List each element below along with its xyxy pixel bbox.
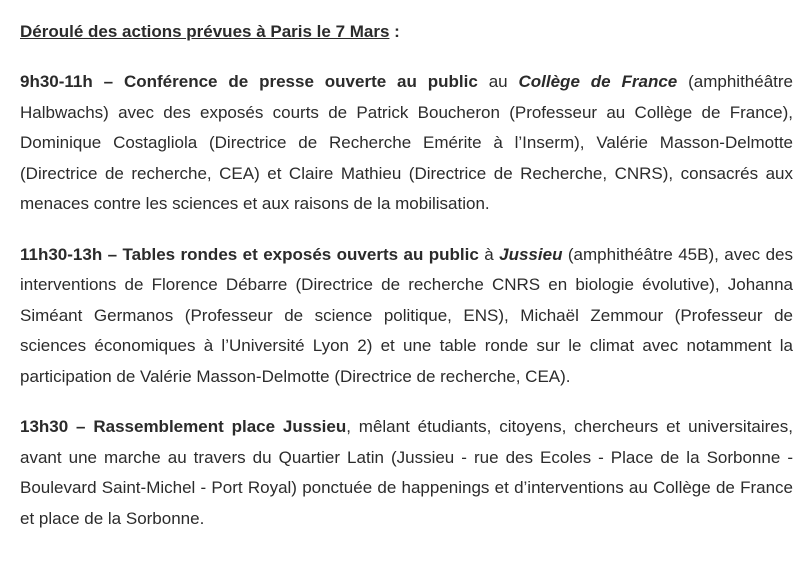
schedule-item-connector: au [477,72,519,91]
schedule-item-description: (amphithéâtre 45B), avec des interventions de Florence Débarre (Directrice de recherche CNRS en biologie évolutive), Johanna Siméant Germanos (Professeur de science politique, ENS), Michaël Zemmour (Professeur de sciences économiques à l’Université Lyon 2) et une table ronde sur le climat avec notamment la participation de Valérie Masson-Delmotte (Directrice de recherche, CEA). [20,244,793,386]
schedule-item-label: 9h30-11h – Conférence de presse ouverte au public [20,72,478,91]
page-title [20,17,793,47]
schedule-item-place: Jussieu [499,244,563,264]
schedule-item-connector: à [478,244,500,264]
page-title-text: Déroulé des actions prévues à Paris le 7 Mars [20,22,390,41]
page-title-suffix: : [389,22,400,41]
schedule-item-press-conference [20,67,793,220]
schedule-item-round-tables [20,240,793,393]
schedule-item-label: 13h30 – Rassemblement place Jussieu [20,417,347,436]
schedule-item-description: , mêlant étudiants, citoyens, chercheurs et universitaires, avant une marche au travers du Quartier Latin (Jussieu - rue des Ecoles - Place de la Sorbonne - Boulevard Saint-Michel - Port Royal) ponctuée de happenings et d’interventions au Collège de France et place de la Sorbonne. [20,417,793,528]
schedule-item-gathering [20,412,793,534]
schedule-item-label: 11h30-13h – Tables rondes et exposés ouverts au public [20,244,479,264]
schedule-item-place: Collège de France [518,72,678,91]
schedule-item-description: (amphithéâtre Halbwachs) avec des exposés courts de Patrick Boucheron (Professeur au Collège de France), Dominique Costagliola (Directrice de Recherche Emérite à l’Inserm), Valérie Masson-Delmotte (Directrice de recherche, CEA) et Claire Mathieu (Directrice de Recherche, CNRS), consacrés aux menaces contre les sciences et aux raisons de la mobilisation. [20,72,794,213]
